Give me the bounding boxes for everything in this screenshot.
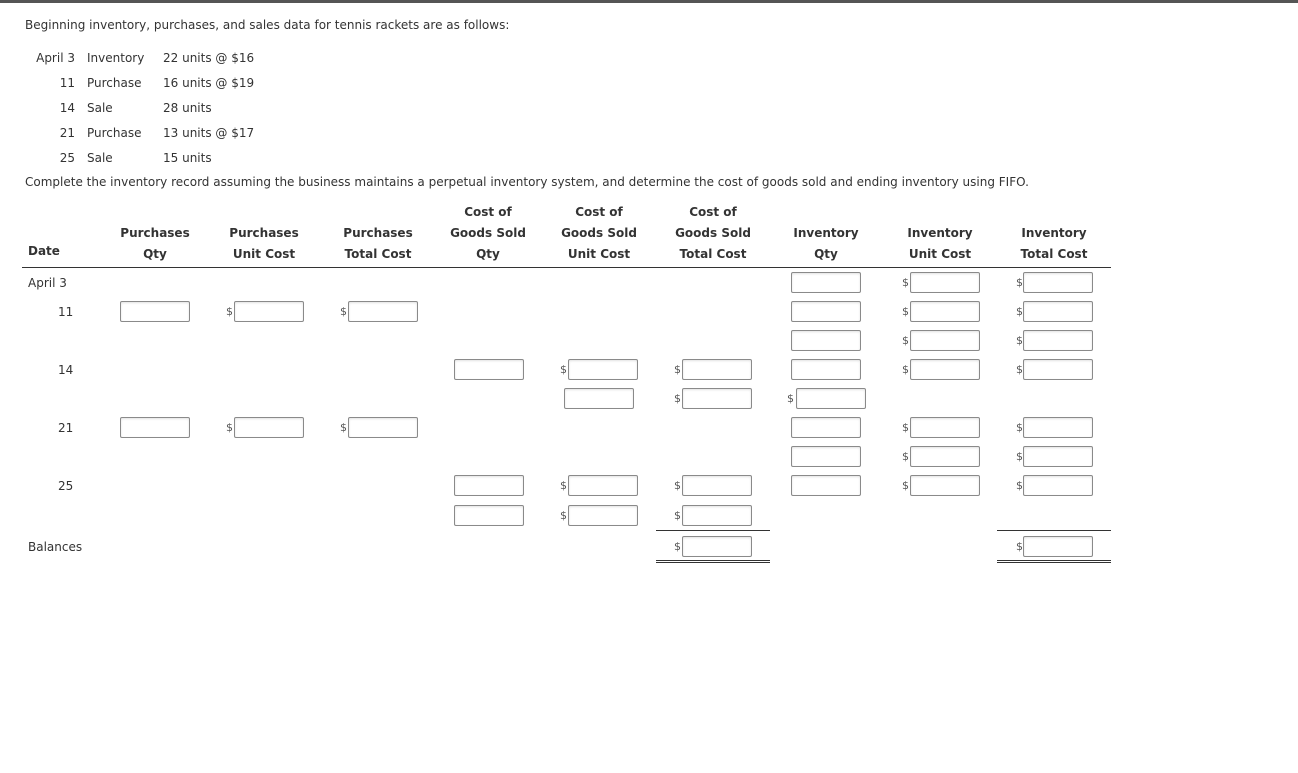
apr21-inventory-total-cost-input-1[interactable] xyxy=(1023,417,1093,438)
header-line: Cost of xyxy=(464,205,512,219)
data-date: 11 xyxy=(59,75,75,90)
balance-inventory-total-input[interactable] xyxy=(1023,536,1093,557)
total-double-rule xyxy=(656,560,770,563)
data-row xyxy=(35,70,254,95)
dollar-sign: $ xyxy=(1016,363,1023,376)
dollar-sign: $ xyxy=(226,305,233,318)
data-type: Inventory xyxy=(87,50,145,65)
apr14-inventory-total-cost-input[interactable] xyxy=(1023,359,1093,380)
apr25-cogs-total-cost-input-1[interactable] xyxy=(682,475,752,496)
header-line: Goods Sold xyxy=(561,226,637,240)
apr25-inventory-unit-cost-input[interactable] xyxy=(910,475,980,496)
header-inventory-qty xyxy=(776,223,876,265)
apr3-inventory-qty-input[interactable] xyxy=(791,272,861,293)
apr14-inventory-amount-input[interactable] xyxy=(796,388,866,409)
apr21-purchases-unit-cost-input[interactable] xyxy=(234,417,304,438)
apr11-inventory-total-cost-input-2[interactable] xyxy=(1023,330,1093,351)
dollar-sign: $ xyxy=(902,479,909,492)
apr11-inventory-qty-input-2[interactable] xyxy=(791,330,861,351)
balance-cogs-total-input[interactable] xyxy=(682,536,752,557)
apr21-inventory-total-cost-input-2[interactable] xyxy=(1023,446,1093,467)
apr25-cogs-total-cost-input-2[interactable] xyxy=(682,505,752,526)
data-type: Sale xyxy=(87,150,113,165)
apr14-cogs-unit-cost-input-2[interactable] xyxy=(564,388,634,409)
apr11-purchases-qty-input[interactable] xyxy=(120,301,190,322)
header-cogs-qty xyxy=(438,202,538,265)
header-rule xyxy=(22,267,1111,268)
apr3-inventory-unit-cost-input[interactable] xyxy=(910,272,980,293)
data-type: Purchase xyxy=(87,125,142,140)
given-data-table xyxy=(35,45,254,170)
header-inventory-total-cost xyxy=(1004,223,1104,265)
apr25-inventory-total-cost-input[interactable] xyxy=(1023,475,1093,496)
apr25-inventory-qty-input[interactable] xyxy=(791,475,861,496)
header-line: Unit Cost xyxy=(908,247,972,261)
header-line: Cost of xyxy=(575,205,623,219)
total-double-rule xyxy=(997,560,1111,563)
dollar-sign: $ xyxy=(674,392,681,405)
data-type: Purchase xyxy=(87,75,142,90)
header-line: Total Cost xyxy=(1020,247,1088,261)
header-date: Date xyxy=(28,244,60,258)
header-line: Unit Cost xyxy=(567,247,631,261)
dollar-sign: $ xyxy=(787,392,794,405)
data-row xyxy=(35,45,254,70)
row-label-25: 25 xyxy=(58,479,74,493)
apr14-cogs-qty-input-1[interactable] xyxy=(454,359,524,380)
dollar-sign: $ xyxy=(560,509,567,522)
header-purchases-unit-cost xyxy=(214,223,314,265)
apr14-cogs-total-cost-input-2[interactable] xyxy=(682,388,752,409)
dollar-sign: $ xyxy=(1016,421,1023,434)
dollar-sign: $ xyxy=(340,421,347,434)
header-line: Qty xyxy=(814,247,838,261)
data-row xyxy=(35,95,254,120)
header-line: Purchases xyxy=(229,226,299,240)
data-row xyxy=(35,120,254,145)
top-border xyxy=(0,0,1298,3)
apr14-cogs-total-cost-input-1[interactable] xyxy=(682,359,752,380)
header-line: Total Cost xyxy=(344,247,412,261)
header-cogs-unit-cost xyxy=(549,202,649,265)
dollar-sign: $ xyxy=(1016,450,1023,463)
dollar-sign: $ xyxy=(1016,305,1023,318)
header-line: Inventory xyxy=(1021,226,1087,240)
data-detail: 28 units xyxy=(163,100,212,115)
header-purchases-qty xyxy=(105,223,205,265)
data-date: 14 xyxy=(59,100,75,115)
dollar-sign: $ xyxy=(902,276,909,289)
header-line: Purchases xyxy=(343,226,413,240)
row-label-11: 11 xyxy=(58,305,74,319)
apr21-inventory-qty-input-2[interactable] xyxy=(791,446,861,467)
row-label-april-3: April 3 xyxy=(28,276,67,290)
dollar-sign: $ xyxy=(674,540,681,553)
data-date: 25 xyxy=(59,150,75,165)
data-date: 21 xyxy=(59,125,75,140)
intro-text: Beginning inventory, purchases, and sales data for tennis rackets are as follows: xyxy=(25,18,510,32)
header-line: Qty xyxy=(476,247,500,261)
apr11-inventory-unit-cost-input-2[interactable] xyxy=(910,330,980,351)
subtotal-rule xyxy=(997,530,1111,531)
header-line: Goods Sold xyxy=(450,226,526,240)
dollar-sign: $ xyxy=(1016,479,1023,492)
apr25-cogs-unit-cost-input-2[interactable] xyxy=(568,505,638,526)
header-line: Inventory xyxy=(907,226,973,240)
row-label-balances: Balances xyxy=(28,540,83,554)
dollar-sign: $ xyxy=(560,363,567,376)
data-detail: 22 units @ $16 xyxy=(163,50,255,65)
dollar-sign: $ xyxy=(902,305,909,318)
data-detail: 16 units @ $19 xyxy=(163,75,255,90)
header-line: Purchases xyxy=(120,226,190,240)
data-type: Sale xyxy=(87,100,113,115)
apr11-inventory-qty-input-1[interactable] xyxy=(791,301,861,322)
apr21-purchases-qty-input[interactable] xyxy=(120,417,190,438)
data-date: April 3 xyxy=(36,50,75,65)
apr21-inventory-unit-cost-input-1[interactable] xyxy=(910,417,980,438)
data-detail: 15 units xyxy=(163,150,212,165)
data-row xyxy=(35,145,254,170)
dollar-sign: $ xyxy=(1016,334,1023,347)
apr11-purchases-unit-cost-input[interactable] xyxy=(234,301,304,322)
apr21-purchases-total-cost-input[interactable] xyxy=(348,417,418,438)
dollar-sign: $ xyxy=(902,421,909,434)
dollar-sign: $ xyxy=(902,334,909,347)
header-line: Unit Cost xyxy=(232,247,296,261)
apr3-inventory-total-cost-input[interactable] xyxy=(1023,272,1093,293)
apr21-inventory-unit-cost-input-2[interactable] xyxy=(910,446,980,467)
dollar-sign: $ xyxy=(674,479,681,492)
apr11-inventory-total-cost-input-1[interactable] xyxy=(1023,301,1093,322)
instruction-text: Complete the inventory record assuming the business maintains a perpetual inventory system, and determine the cost of goods sold and ending inventory using FIFO. xyxy=(25,175,1029,189)
header-line: Goods Sold xyxy=(675,226,751,240)
header-cogs-total-cost xyxy=(663,202,763,265)
apr11-inventory-unit-cost-input-1[interactable] xyxy=(910,301,980,322)
dollar-sign: $ xyxy=(902,450,909,463)
apr14-inventory-qty-input[interactable] xyxy=(791,359,861,380)
apr14-inventory-unit-cost-input[interactable] xyxy=(910,359,980,380)
subtotal-rule xyxy=(656,530,770,531)
dollar-sign: $ xyxy=(226,421,233,434)
apr25-cogs-unit-cost-input-1[interactable] xyxy=(568,475,638,496)
header-line: Qty xyxy=(143,247,167,261)
dollar-sign: $ xyxy=(1016,540,1023,553)
apr25-cogs-qty-input-2[interactable] xyxy=(454,505,524,526)
data-detail: 13 units @ $17 xyxy=(163,125,255,140)
dollar-sign: $ xyxy=(902,363,909,376)
header-inventory-unit-cost xyxy=(890,223,990,265)
header-purchases-total-cost xyxy=(328,223,428,265)
row-label-21: 21 xyxy=(58,421,74,435)
apr21-inventory-qty-input-1[interactable] xyxy=(791,417,861,438)
header-line: Total Cost xyxy=(679,247,747,261)
apr11-purchases-total-cost-input[interactable] xyxy=(348,301,418,322)
dollar-sign: $ xyxy=(340,305,347,318)
apr25-cogs-qty-input-1[interactable] xyxy=(454,475,524,496)
row-label-14: 14 xyxy=(58,363,74,377)
header-line: Cost of xyxy=(689,205,737,219)
header-line: Inventory xyxy=(793,226,859,240)
dollar-sign: $ xyxy=(674,509,681,522)
dollar-sign: $ xyxy=(1016,276,1023,289)
apr14-cogs-unit-cost-input-1[interactable] xyxy=(568,359,638,380)
dollar-sign: $ xyxy=(674,363,681,376)
dollar-sign: $ xyxy=(560,479,567,492)
